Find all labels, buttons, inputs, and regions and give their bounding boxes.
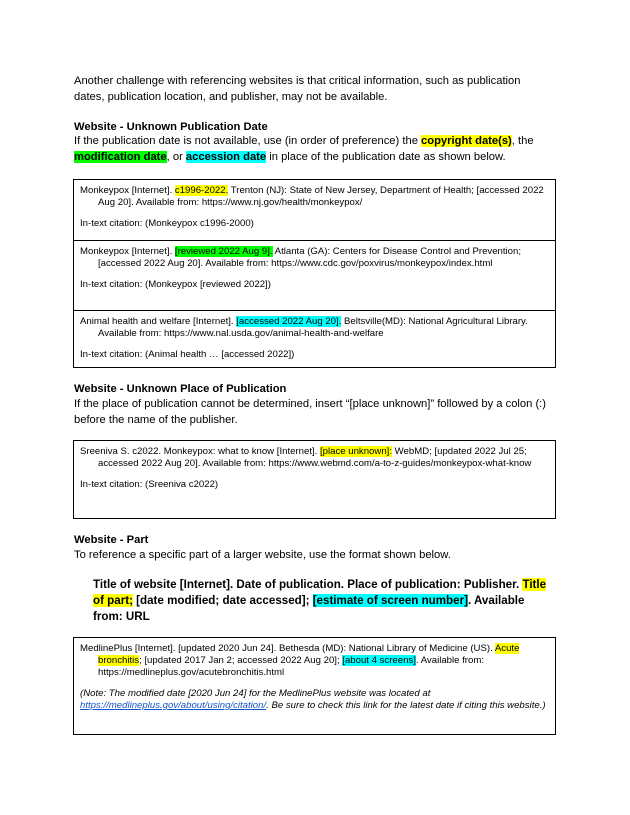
reference-entry xyxy=(80,446,549,470)
table-row xyxy=(74,638,555,734)
intro-text: Another challenge with referencing websites is that critical information, such as publication dates, publication location, and publisher, may not be available. xyxy=(74,75,521,103)
reference-text: Beltsville(MD): National Agricultural Library. Available from: https://www.nal.usda.gov/animal-health-and-welfare xyxy=(98,316,528,339)
reference-text: Animal health and welfare [Internet]. xyxy=(80,316,237,327)
reference-text: ; [updated 2017 Jan 2; accessed 2022 Aug 20]; xyxy=(139,655,343,666)
unknown-date-examples-table xyxy=(73,179,556,368)
hl-modification-date: modification date xyxy=(74,151,167,163)
table-row xyxy=(74,441,555,518)
reference-text: Monkeypox [Internet]. xyxy=(80,185,175,196)
hl-copyright-date: copyright date(s) xyxy=(421,135,512,147)
unknown-date-text-b: , the xyxy=(511,135,534,147)
note-text: (Note: The modified date [2020 Jun 24] for the MedlinePlus website was located at xyxy=(80,688,431,699)
in-text-citation: In-text citation: (Sreeniva c2022) xyxy=(80,479,219,490)
template-text: [date modified; date accessed]; xyxy=(132,594,313,607)
heading-unknown-date: Website - Unknown Publication Date xyxy=(74,121,268,133)
reference-entry xyxy=(80,316,549,340)
reference-entry xyxy=(80,185,549,209)
hl-about-4-screens: [about 4 screens] xyxy=(342,655,416,666)
unknown-place-paragraph: If the place of publication cannot be determined, insert “[place unknown]” followed by a colon (:) before the name of the publisher. xyxy=(74,398,547,426)
hl-title-of-part: Title of part; xyxy=(93,578,547,607)
unknown-date-text-c: , or xyxy=(166,151,186,163)
reference-text: . Available from: https://medlineplus.gov/acutebronchitis.html xyxy=(98,655,484,678)
hl-reviewed-example: [reviewed 2022 Aug 9]. xyxy=(174,246,273,257)
heading-part: Website - Part xyxy=(74,534,149,546)
medlineplus-note xyxy=(80,688,549,712)
unknown-place-example-table xyxy=(73,440,556,519)
hl-place-unknown: [place unknown]: xyxy=(319,446,392,457)
hl-accessed-example: [accessed 2022 Aug 20]. xyxy=(236,316,342,327)
reference-text: Trenton (NJ): State of New Jersey, Department of Health; [accessed 2022 Aug 20]. Available from: https://www.nj.gov/health/monkeypox/ xyxy=(98,185,544,208)
template-text: Title of website [Internet]. Date of publication. Place of publication: Publisher. xyxy=(93,578,523,591)
template-text: . Available from: URL xyxy=(93,594,525,623)
table-row xyxy=(74,310,555,367)
reference-entry xyxy=(80,643,549,679)
intro-paragraph xyxy=(74,73,544,105)
in-text-citation: In-text citation: (Monkeypox [reviewed 2022]) xyxy=(80,279,271,290)
hl-accession-date: accession date xyxy=(185,151,267,163)
reference-text: Atlanta (GA): Centers for Disease Control and Prevention; [accessed 2022 Aug 20]. Available from: https://www.cdc.gov/poxvirus/monkeypox/index.html xyxy=(98,246,522,269)
hl-copyright-example: c1996-2022. xyxy=(174,185,229,196)
unknown-date-text-d: in place of the publication date as shown below. xyxy=(266,151,506,163)
part-example-table xyxy=(73,637,556,735)
unknown-date-paragraph xyxy=(74,133,552,165)
in-text-citation: In-text citation: (Monkeypox c1996-2000) xyxy=(80,218,254,229)
part-paragraph: To reference a specific part of a larger website, use the format shown below. xyxy=(74,549,451,561)
part-format-template xyxy=(93,577,548,625)
reference-entry xyxy=(80,246,549,270)
reference-text: Sreeniva S. c2022. Monkeypox: what to know [Internet]. xyxy=(80,446,320,457)
table-row xyxy=(74,240,555,310)
heading-unknown-place: Website - Unknown Place of Publication xyxy=(74,383,287,395)
note-text: . Be sure to check this link for the latest date if citing this website.) xyxy=(266,700,546,711)
hl-screen-estimate: [estimate of screen number] xyxy=(312,594,468,607)
reference-text: WebMD; [updated 2022 Jul 25; accessed 2022 Aug 20]. Available from: https://www.webmd.com/a-to-z-guides/monkeypox-what-know xyxy=(98,446,532,469)
reference-text: Monkeypox [Internet]. xyxy=(80,246,175,257)
reference-text: MedlinePlus [Internet]. [updated 2020 Jun 24]. Bethesda (MD): National Library of Medicine (US). xyxy=(80,643,495,654)
in-text-citation: In-text citation: (Animal health … [accessed 2022]) xyxy=(80,349,295,360)
unknown-date-text-a: If the publication date is not available, use (in order of preference) the xyxy=(74,135,422,147)
table-row xyxy=(74,180,555,240)
citation-link[interactable]: https://medlineplus.gov/about/using/citation/ xyxy=(80,700,267,711)
hl-acute-bronchitis: Acute bronchitis xyxy=(98,643,520,666)
